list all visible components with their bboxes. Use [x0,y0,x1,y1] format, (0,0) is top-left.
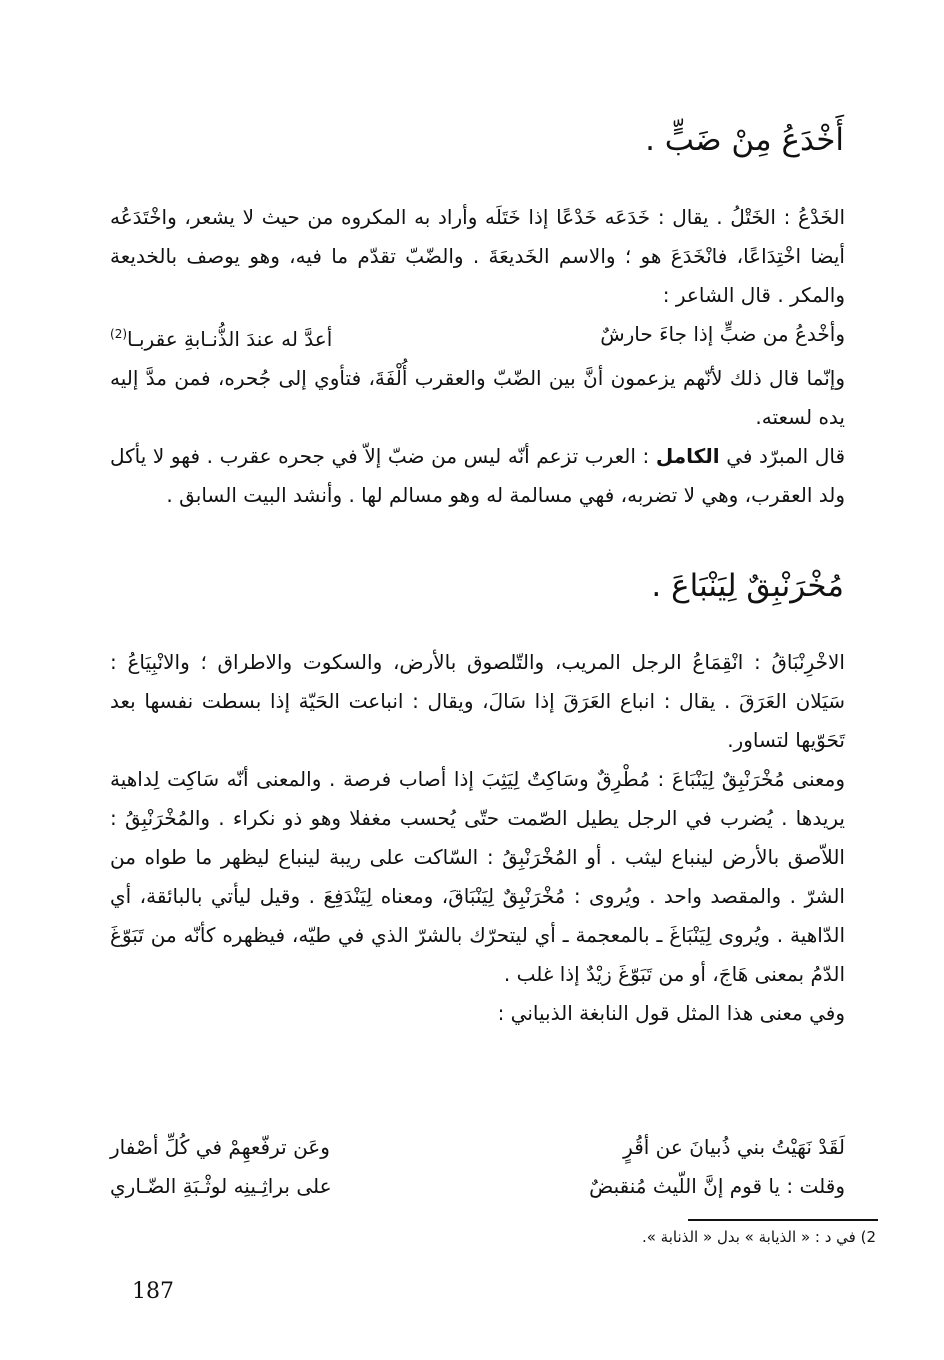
section-2-paragraph-3: وفي معنى هذا المثل قول النابغة الذبياني : [497,1001,845,1025]
verse-hemistich-second [110,315,332,359]
book-title-kamil: الكامل [655,443,720,468]
section-2-paragraph-1: الاخْرِنْبَاقُ : انْقِمَاعُ الرجل المريب، والتّلصوق بالأرض، والسكوت والاطراق ؛ والانْبِيَاعُ : سَيَلان العَرَقَ . يقال : انباع العَرَقَ إذا سَالَ، ويقال : انباعت الحَيّة إذا بسطت نفسها بعد تَحَوّيها لتساور. [110,650,845,752]
section-2-body [110,643,845,1033]
verse-hemistich-first: وأخْدعُ من ضبٍّ إذا جاءَ حارشٌ [600,322,845,346]
poem-verse-3 [110,1167,845,1206]
footnote-divider [688,1219,878,1221]
section-1-paragraph-1: الخَدْعُ : الخَتْلُ . يقال : خَدَعَه خَدْعًا إذا خَتَلَه وأراد به المكروه من حيث لا يشعر، واخْتَدَعُه أيضا اخْتِدَاعًا، فانْخَدَعَ هو ؛ والاسم الخَديعَةَ . والضّبّ تقدّم ما فيه، وهو يوصف بالخديعة والمكر . قال الشاعر : [110,205,845,307]
proverb-heading-1: أَخْدَعُ مِنْ ضَبٍّ . [645,122,844,158]
footnote: 2) في د : « الذيابة » بدل « الذنابة ». [641,1228,876,1246]
section-1-paragraph-3 [110,437,845,515]
verse-hemistich-second: وعَن ترفّعهِمْ في كُلِّ أصْفار [110,1135,330,1159]
verse-hemistich-first: لَقَدْ نَهَيْتُ بني ذُبيانَ عن أقُرٍ [623,1135,845,1159]
section-1-body [110,198,845,515]
proverb-heading-2: مُخْرَنْبِقٌ لِيَنْبَاعَ . [651,568,844,604]
poem-verse-2 [110,1128,845,1167]
nabigha-poem [110,1128,845,1206]
section-1-paragraph-2: وإنّما قال ذلك لأنّهم يزعمون أنَّ بين الضّبّ والعقرب أُلْفَةَ، فتأوي إلى جُحره، فمن مدَّ إليه يده لسعته. [110,365,845,429]
verse-hemistich-second: على براثِـينِه لوثْـبَةِ الضّـاري [110,1174,332,1198]
verse-hemistich-second-text: أعدَّ له عندَ الذُّنـابةِ عقربـا [127,326,333,351]
paragraph-3-lead: قال المبرّد في [726,443,846,468]
page-number: 187 [132,1279,174,1304]
poem-verse-1 [110,315,845,359]
footnote-marker: (2) [110,327,128,341]
paragraph-3-rest: : العرب تزعم أنّه ليس من ضبّ إلاّ في جحره عقرب . فهو لا يأكل ولد العقرب، وهي لا تضربه، فهي مسالمة له وهو مسالم لها . وأنشد البيت السابق . [110,443,845,507]
verse-hemistich-first: وقلت : يا قوم إنَّ اللّيث مُنقبضٌ [589,1174,845,1198]
section-2-paragraph-2: ومعنى مُخْرَنْبِقٌ لِيَنْبَاعَ : مُطْرِقٌ وسَاكِتٌ لِيَثِبَ إذا أصاب فرصة . والمعنى أنّه سَاكِت لِداهية يريدها . يُضرب في الرجل يطيل الصّمت حتّى يُحسب مغفلا وهو ذو نكراء . والمُخْرَنْبِقُ : اللاّصق بالأرض لينباع ليثب . أو المُخْرَنْبِقُ : السّاكت على ريبة لينباع ليظهر ما طواه من الشرّ . والمقصد واحد . ويُروى : مُخْرَنْبِقٌ لِيَنْبَاقَ، ومعناه لِيَنْدَفِعَ . وقيل ليأتي بالبائقة، أي الدّاهية . ويُروى لِيَنْبَاغَ ـ بالمعجمة ـ أي ليتحرّك بالشرّ الذي في طيّه، فيظهره كأنّه من تَبَوّغَ الدّمُ بمعنى هَاجَ، أو من تَبَوّغَ زيْدٌ إذا غلب . [110,767,845,986]
